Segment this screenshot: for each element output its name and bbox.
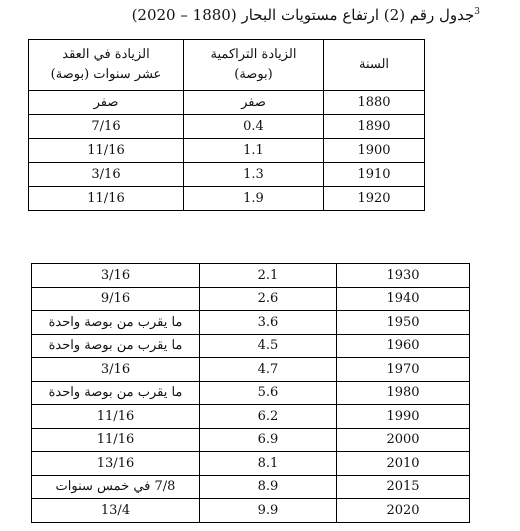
table-row xyxy=(29,115,425,139)
cell-year: 2015 xyxy=(337,475,470,499)
cell-cumulative: 4.7 xyxy=(200,358,337,382)
cell-decade-increase: 11/16 xyxy=(29,187,184,211)
header-year: السنة xyxy=(324,40,425,91)
cell-decade-increase: 3/16 xyxy=(32,358,200,382)
cell-year: 2000 xyxy=(337,428,470,452)
cell-decade-increase: 3/16 xyxy=(29,163,184,187)
header-decade-increase-line2: عشر سنوات (بوصة) xyxy=(50,67,162,82)
cell-decade-increase: 13/4 xyxy=(32,499,200,523)
cell-cumulative: 0.4 xyxy=(184,115,324,139)
table-row xyxy=(32,264,470,288)
cell-cumulative: 1.9 xyxy=(184,187,324,211)
cell-year: 2020 xyxy=(337,499,470,523)
cell-cumulative: صفر xyxy=(184,91,324,115)
cell-decade-increase: 7/8 في خمس سنوات xyxy=(32,475,200,499)
title-footnote: 3 xyxy=(474,7,480,17)
cell-cumulative: 6.2 xyxy=(200,405,337,429)
cell-decade-increase: صفر xyxy=(29,91,184,115)
cell-decade-increase: ما يقرب من بوصة واحدة xyxy=(32,381,200,405)
cell-cumulative: 1.1 xyxy=(184,139,324,163)
cell-decade-increase: 9/16 xyxy=(32,287,200,311)
cell-year: 1960 xyxy=(337,334,470,358)
header-cumulative-line2: (بوصة) xyxy=(234,67,273,82)
cell-year: 2010 xyxy=(337,452,470,476)
cell-decade-increase: 11/16 xyxy=(32,428,200,452)
cell-year: 1890 xyxy=(324,115,425,139)
header-decade-increase-line1: الزيادة في العقد xyxy=(62,47,150,62)
cell-year: 1950 xyxy=(337,311,470,335)
cell-cumulative: 8.9 xyxy=(200,475,337,499)
header-decade-increase xyxy=(29,40,184,91)
cell-cumulative: 3.6 xyxy=(200,311,337,335)
cell-cumulative: 5.6 xyxy=(200,381,337,405)
table-row xyxy=(32,428,470,452)
title-text: جدول رقم (2) ارتفاع مستويات البحار (1880 – 2020) xyxy=(131,6,475,24)
table-row xyxy=(32,381,470,405)
table-row xyxy=(32,452,470,476)
cell-decade-increase: ما يقرب من بوصة واحدة xyxy=(32,334,200,358)
table-row xyxy=(29,187,425,211)
cell-decade-increase: 7/16 xyxy=(29,115,184,139)
sea-level-table-part2 xyxy=(31,263,470,523)
header-cumulative xyxy=(184,40,324,91)
cell-cumulative: 6.9 xyxy=(200,428,337,452)
table-title xyxy=(0,6,480,24)
table-row xyxy=(32,334,470,358)
table-row xyxy=(32,475,470,499)
cell-cumulative: 4.5 xyxy=(200,334,337,358)
cell-cumulative: 9.9 xyxy=(200,499,337,523)
table-row xyxy=(29,91,425,115)
table-row xyxy=(32,287,470,311)
table-row xyxy=(32,311,470,335)
table-row xyxy=(29,139,425,163)
cell-year: 1980 xyxy=(337,381,470,405)
cell-decade-increase: 11/16 xyxy=(29,139,184,163)
cell-year: 1940 xyxy=(337,287,470,311)
cell-cumulative: 1.3 xyxy=(184,163,324,187)
cell-decade-increase: 11/16 xyxy=(32,405,200,429)
cell-cumulative: 2.6 xyxy=(200,287,337,311)
sea-level-table-part1 xyxy=(28,39,425,211)
cell-year: 1990 xyxy=(337,405,470,429)
cell-year: 1910 xyxy=(324,163,425,187)
cell-cumulative: 2.1 xyxy=(200,264,337,288)
table-row xyxy=(32,499,470,523)
header-row xyxy=(29,40,425,91)
table-row xyxy=(32,405,470,429)
cell-cumulative: 8.1 xyxy=(200,452,337,476)
cell-year: 1880 xyxy=(324,91,425,115)
header-cumulative-line1: الزيادة التراكمية xyxy=(210,47,297,62)
table-row xyxy=(32,358,470,382)
cell-decade-increase: 13/16 xyxy=(32,452,200,476)
cell-decade-increase: 3/16 xyxy=(32,264,200,288)
cell-year: 1970 xyxy=(337,358,470,382)
table-row xyxy=(29,163,425,187)
cell-year: 1900 xyxy=(324,139,425,163)
cell-year: 1930 xyxy=(337,264,470,288)
cell-year: 1920 xyxy=(324,187,425,211)
cell-decade-increase: ما يقرب من بوصة واحدة xyxy=(32,311,200,335)
